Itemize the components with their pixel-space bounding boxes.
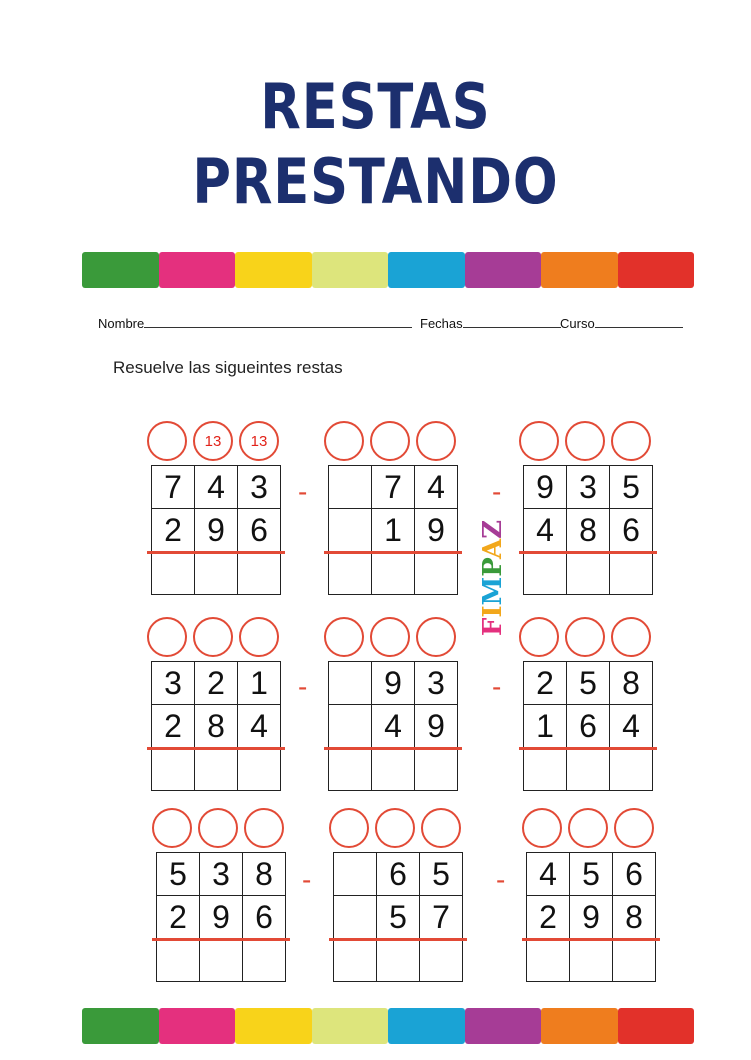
borrow-circle[interactable] [152, 808, 192, 848]
subtraction-line [324, 551, 462, 554]
subtrahend-digit: 1 [372, 509, 415, 552]
subtrahend-digit: 4 [372, 705, 415, 748]
stripe-segment [541, 1008, 618, 1044]
answer-cell[interactable] [157, 939, 200, 982]
borrow-circle[interactable] [324, 421, 364, 461]
minuend-digit: 9 [524, 466, 567, 509]
answer-cell[interactable] [415, 552, 458, 595]
subtrahend-digit: 9 [195, 509, 238, 552]
borrow-circle[interactable] [565, 617, 605, 657]
date-label: Fechas [420, 316, 463, 331]
color-stripe-top [82, 252, 694, 288]
minuend-digit: 5 [567, 662, 610, 705]
subtrahend-digit: 9 [570, 896, 613, 939]
minus-sign: - [302, 864, 312, 895]
minuend-digit: 2 [524, 662, 567, 705]
minuend-digit: 7 [372, 466, 415, 509]
date-field[interactable] [420, 314, 561, 331]
borrow-circle[interactable] [519, 421, 559, 461]
subtrahend-digit: 2 [527, 896, 570, 939]
minuend-digit: 8 [243, 853, 286, 896]
instruction-text: Resuelve las sigueintes restas [113, 358, 343, 377]
stripe-segment [465, 252, 542, 288]
subtraction-problem [519, 421, 669, 601]
answer-cell[interactable] [152, 552, 195, 595]
subtraction-problem [147, 617, 297, 797]
answer-cell[interactable] [377, 939, 420, 982]
subtraction-problem [522, 808, 672, 988]
page-title-line2: PRESTANDO [192, 145, 559, 218]
borrow-circle[interactable] [193, 617, 233, 657]
borrow-circle[interactable] [329, 808, 369, 848]
subtrahend-digit: 7 [420, 896, 463, 939]
stripe-segment [159, 1008, 236, 1044]
minus-sign: - [492, 671, 502, 702]
answer-cell[interactable] [329, 552, 372, 595]
minuend-digit: 6 [613, 853, 656, 896]
minuend-digit [329, 662, 372, 705]
subtraction-problem [329, 808, 479, 988]
subtraction-line [147, 551, 285, 554]
stripe-segment [82, 252, 159, 288]
name-line[interactable] [144, 314, 412, 328]
stripe-segment [388, 252, 465, 288]
borrow-circle[interactable]: 13 [193, 421, 233, 461]
subtrahend-digit: 5 [377, 896, 420, 939]
borrow-circle[interactable] [568, 808, 608, 848]
minuend-digit: 3 [567, 466, 610, 509]
borrow-circle[interactable] [239, 617, 279, 657]
subtraction-problem [324, 617, 474, 797]
stripe-segment [541, 252, 618, 288]
stripe-segment [159, 252, 236, 288]
borrow-circle[interactable] [370, 617, 410, 657]
fimpaz-logo-text: FIMPAZ [478, 519, 508, 637]
stripe-segment [618, 252, 695, 288]
digit-grid [523, 661, 653, 791]
subtrahend-digit [334, 896, 377, 939]
answer-cell[interactable] [334, 939, 377, 982]
subtraction-problem [147, 421, 297, 601]
minus-sign: - [298, 671, 308, 702]
subtrahend-digit: 8 [195, 705, 238, 748]
answer-cell[interactable] [372, 748, 415, 791]
subtraction-line [324, 747, 462, 750]
borrow-circle[interactable] [611, 421, 651, 461]
stripe-segment [618, 1008, 695, 1044]
digit-grid [523, 465, 653, 595]
subtrahend-digit [329, 705, 372, 748]
answer-cell[interactable] [200, 939, 243, 982]
borrow-circle[interactable] [611, 617, 651, 657]
borrow-circle[interactable] [565, 421, 605, 461]
stripe-segment [388, 1008, 465, 1044]
subtrahend-digit: 9 [415, 705, 458, 748]
subtrahend-digit: 2 [157, 896, 200, 939]
page-title-line1: RESTAS [260, 70, 491, 143]
minuend-digit: 9 [372, 662, 415, 705]
answer-cell[interactable] [420, 939, 463, 982]
subtraction-line [147, 747, 285, 750]
minuend-digit: 5 [570, 853, 613, 896]
borrow-circle[interactable] [198, 808, 238, 848]
digit-grid [151, 465, 281, 595]
answer-cell[interactable] [567, 552, 610, 595]
subtrahend-digit: 2 [152, 705, 195, 748]
minus-sign: - [492, 476, 502, 507]
borrow-circle[interactable] [370, 421, 410, 461]
answer-cell[interactable] [195, 552, 238, 595]
subtrahend-digit: 6 [567, 705, 610, 748]
minuend-digit: 3 [238, 466, 281, 509]
subtrahend-digit: 4 [524, 509, 567, 552]
answer-cell[interactable] [524, 552, 567, 595]
answer-cell[interactable] [152, 748, 195, 791]
digit-grid [526, 852, 656, 982]
digit-grid [333, 852, 463, 982]
subtraction-problem [152, 808, 302, 988]
subtrahend-digit: 8 [613, 896, 656, 939]
borrow-circle[interactable]: 13 [239, 421, 279, 461]
subtrahend-digit: 9 [200, 896, 243, 939]
subtrahend-digit: 6 [238, 509, 281, 552]
answer-cell[interactable] [524, 748, 567, 791]
subtrahend-digit: 4 [238, 705, 281, 748]
digit-grid [156, 852, 286, 982]
name-field[interactable] [98, 314, 412, 331]
subtraction-line [522, 938, 660, 941]
borrow-circle[interactable] [324, 617, 364, 657]
answer-cell[interactable] [567, 748, 610, 791]
answer-cell[interactable] [527, 939, 570, 982]
minuend-digit: 5 [610, 466, 653, 509]
minuend-digit: 5 [420, 853, 463, 896]
subtrahend-digit [329, 509, 372, 552]
subtrahend-digit: 9 [415, 509, 458, 552]
answer-cell[interactable] [613, 939, 656, 982]
minuend-digit: 1 [238, 662, 281, 705]
digit-grid [328, 661, 458, 791]
name-label: Nombre [98, 316, 145, 331]
minuend-digit: 5 [157, 853, 200, 896]
fimpaz-logo [474, 513, 514, 643]
minuend-digit: 2 [195, 662, 238, 705]
subtrahend-digit: 2 [152, 509, 195, 552]
answer-cell[interactable] [238, 552, 281, 595]
course-label: Curso [560, 316, 595, 331]
borrow-circle[interactable] [416, 617, 456, 657]
minuend-digit: 8 [610, 662, 653, 705]
subtraction-line [152, 938, 290, 941]
borrow-circle[interactable] [244, 808, 284, 848]
borrow-circle[interactable] [421, 808, 461, 848]
minuend-digit [329, 466, 372, 509]
borrow-circle[interactable] [519, 617, 559, 657]
answer-cell[interactable] [610, 552, 653, 595]
answer-cell[interactable] [570, 939, 613, 982]
minuend-digit [334, 853, 377, 896]
borrow-circle[interactable] [522, 808, 562, 848]
date-line[interactable] [463, 314, 561, 328]
subtrahend-digit: 1 [524, 705, 567, 748]
subtrahend-digit: 6 [243, 896, 286, 939]
minuend-digit: 7 [152, 466, 195, 509]
subtraction-problem [324, 421, 474, 601]
subtraction-line [329, 938, 467, 941]
borrow-circle[interactable] [147, 617, 187, 657]
stripe-segment [82, 1008, 159, 1044]
minus-sign: - [496, 864, 506, 895]
minus-sign: - [298, 476, 308, 507]
course-field[interactable] [560, 314, 683, 331]
course-line[interactable] [595, 314, 683, 328]
minuend-digit: 3 [152, 662, 195, 705]
answer-cell[interactable] [329, 748, 372, 791]
minuend-digit: 3 [200, 853, 243, 896]
digit-grid [151, 661, 281, 791]
minuend-digit: 4 [527, 853, 570, 896]
answer-cell[interactable] [372, 552, 415, 595]
minuend-digit: 6 [377, 853, 420, 896]
answer-cell[interactable] [415, 748, 458, 791]
subtraction-line [519, 747, 657, 750]
minuend-digit: 3 [415, 662, 458, 705]
subtraction-problem [519, 617, 669, 797]
stripe-segment [235, 252, 312, 288]
answer-cell[interactable] [238, 748, 281, 791]
digit-grid [328, 465, 458, 595]
stripe-segment [465, 1008, 542, 1044]
color-stripe-bottom [82, 1008, 694, 1044]
borrow-circle[interactable] [614, 808, 654, 848]
subtraction-line [519, 551, 657, 554]
stripe-segment [235, 1008, 312, 1044]
borrow-circle[interactable] [375, 808, 415, 848]
subtrahend-digit: 4 [610, 705, 653, 748]
stripe-segment [312, 1008, 389, 1044]
minuend-digit: 4 [195, 466, 238, 509]
answer-cell[interactable] [243, 939, 286, 982]
stripe-segment [312, 252, 389, 288]
minuend-digit: 4 [415, 466, 458, 509]
answer-cell[interactable] [195, 748, 238, 791]
borrow-circle[interactable] [147, 421, 187, 461]
subtrahend-digit: 6 [610, 509, 653, 552]
answer-cell[interactable] [610, 748, 653, 791]
subtrahend-digit: 8 [567, 509, 610, 552]
borrow-circle[interactable] [416, 421, 456, 461]
